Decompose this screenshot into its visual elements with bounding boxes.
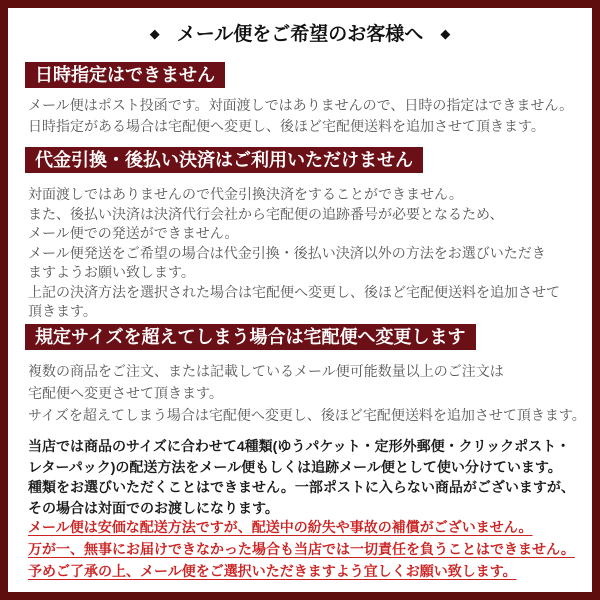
text-line: サイズを超えてしまう場合は宅配便へ変更し、後ほど宅配便送料を追加させて頂きます。	[28, 407, 586, 423]
text-line: ますようお願い致します。	[28, 264, 195, 280]
section-body-no-datetime	[28, 95, 573, 137]
section-body-size-limit	[28, 360, 586, 426]
text-line: 複数の商品をご注文、または記載しているメール便可能数量以上のご注文は	[28, 363, 504, 379]
text-line: 万が一、無事にお届けできなかった場合も当店では一切責任を負うことはできません。	[28, 541, 575, 557]
text-line: レターパック)の配送方法をメール便もしくは追跡メール便として使い分けています。	[28, 458, 562, 475]
no-compensation-warning	[28, 516, 575, 582]
section-body-no-cod	[28, 185, 560, 322]
text-line: 種類をお選びいただくことはできません。一部ポストに入らない商品がございますが、	[28, 479, 575, 495]
text-line: 予めご了承の上、メール便をご選択いただきますよう宜しくお願い致します。	[28, 563, 517, 579]
text-line: メール便発送をご希望の場合は代金引換・後払い決済以外の方法をお選びいただき	[28, 244, 546, 261]
text-line: メール便での発送ができません。	[28, 225, 239, 241]
diamond-icon: ◆	[440, 26, 451, 41]
diamond-icon: ◆	[149, 26, 160, 41]
text-line: また、後払い決済は決済代行会社から宅配便の追跡番号が必要となるため、	[28, 205, 504, 222]
section-heading-no-datetime: 日時指定はできません	[25, 62, 225, 88]
text-line: 頂きます。	[28, 303, 97, 319]
text-line: その場合は対面でのお渡しになります。	[28, 499, 279, 516]
shipping-method-note	[28, 436, 575, 518]
text-line: 宅配便へ変更させて頂きます。	[28, 385, 223, 401]
text-line: メール便は安価な配送方法ですが、配送中の紛失や事故の補償がございません。	[28, 519, 533, 535]
text-line: 上記の決済方法を選択された場合は宅配便へ変更し、後ほど宅配便送料を追加させて	[28, 283, 560, 300]
section-heading-no-cod: 代金引換・後払い決済はご利用いただけません	[25, 147, 423, 173]
page-title	[8, 19, 592, 46]
text-line: 日時指定がある場合は宅配便へ変更し、後ほど宅配便送料を追加させて頂きます。	[28, 118, 545, 134]
text-line: メール便はポスト投函です。対面渡しではありませんので、日時の指定はできません。	[28, 97, 574, 113]
text-line: 対面渡しではありませんので代金引換決済をすることができません。	[28, 186, 463, 202]
page-title-text: メール便をご希望のお客様へ	[176, 24, 424, 45]
text-line: 当店では商品のサイズに合わせて4種類(ゆうパケット・定形外郵便・クリックポスト・	[28, 438, 571, 454]
section-heading-size-limit: 規定サイズを超えてしまう場合は宅配便へ変更します	[25, 324, 476, 350]
